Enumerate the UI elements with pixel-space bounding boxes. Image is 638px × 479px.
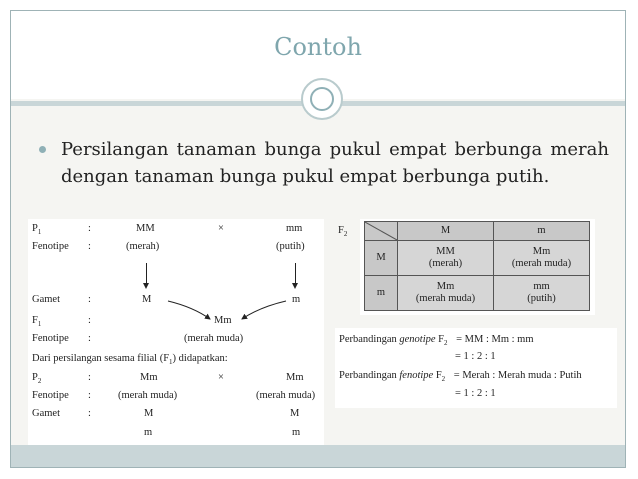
fen-f1-value: (merah muda) <box>184 333 244 344</box>
gamet1-left: M <box>142 294 152 305</box>
p2-left: Mm <box>140 372 158 383</box>
geno-row <box>339 334 534 347</box>
gamet2-right-2: m <box>292 427 301 438</box>
punnett-cell <box>494 241 590 276</box>
f1-label-text: F <box>32 315 38 326</box>
p2-right: Mm <box>286 372 304 383</box>
f2-label <box>338 225 347 238</box>
row-header: m <box>365 276 398 311</box>
feno-f-sub: 2 <box>441 375 446 384</box>
f1-label <box>32 315 41 328</box>
fen2-right: (merah muda) <box>256 390 316 401</box>
gamet1-label: Gamet <box>32 294 60 305</box>
p2-sep: : <box>88 372 91 383</box>
bullet-dot-icon <box>39 146 46 153</box>
cell-genotype: Mm <box>436 281 455 292</box>
sentence <box>32 353 228 366</box>
fen1-right: (putih) <box>276 241 305 252</box>
feno-value: = Merah : Merah muda : Putih <box>453 370 582 381</box>
gamet2-right-1: M <box>290 408 300 419</box>
geno-italic: genotipe <box>399 334 436 345</box>
fen-f1-label: Fenotipe <box>32 333 69 344</box>
p2-label-sub: 2 <box>37 377 42 386</box>
feno-f-text: F <box>435 370 442 381</box>
p1-right: mm <box>286 223 303 234</box>
cell-phenotype: (merah muda) <box>511 258 572 269</box>
feno-ratio: = 1 : 2 : 1 <box>455 388 496 399</box>
f1-label-sub: 1 <box>37 320 42 329</box>
sentence-b: ) didapatkan: <box>172 353 228 364</box>
fen2-label: Fenotipe <box>32 390 69 401</box>
p1-label-text: P <box>32 223 38 234</box>
feno-f <box>435 370 446 384</box>
geno-f <box>438 334 448 348</box>
cell-phenotype: (putih) <box>527 293 556 304</box>
geno-f-sub: 2 <box>444 339 448 348</box>
fen-f1-row <box>28 333 324 347</box>
corner-cell <box>365 222 398 241</box>
slide <box>10 10 626 468</box>
f2-label-sub: 2 <box>343 230 348 239</box>
fen1-sep: : <box>88 241 91 252</box>
fen2-row <box>28 390 324 404</box>
punnett-cell <box>398 276 494 311</box>
divider-circle-inner <box>310 87 334 111</box>
p1-left: MM <box>136 223 155 234</box>
ratio-panel <box>335 328 617 408</box>
feno-row <box>339 370 582 383</box>
cell-phenotype: (merah muda) <box>415 293 476 304</box>
gamet1-right: m <box>292 294 301 305</box>
gamet2-sep: : <box>88 408 91 419</box>
gamet2-left-2: m <box>144 427 153 438</box>
feno-label: Perbandingan <box>339 370 397 381</box>
f1-row <box>28 315 324 329</box>
col-header: m <box>494 222 590 241</box>
col-header: M <box>398 222 494 241</box>
sentence-a: Dari persilangan sesama filial (F <box>32 353 170 364</box>
cross-diagram-panel <box>28 219 324 447</box>
sentence-row <box>28 353 324 367</box>
gamet2-left-1: M <box>144 408 154 419</box>
p2-label <box>32 372 41 385</box>
punnett-cell <box>398 241 494 276</box>
geno-f-text: F <box>438 334 444 345</box>
feno-italic: fenotipe <box>399 370 434 381</box>
times-symbol-2: × <box>218 372 224 383</box>
p1-label-sub: 1 <box>37 228 42 237</box>
footer-bar <box>11 445 625 467</box>
geno-label: Perbandingan <box>339 334 397 345</box>
punnett-cell <box>494 276 590 311</box>
punnett-panel <box>338 219 595 315</box>
cell-genotype: Mm <box>532 246 551 257</box>
geno-ratio: = 1 : 2 : 1 <box>455 351 496 362</box>
slide-title: Contoh <box>274 33 362 61</box>
cell-genotype: MM <box>436 246 455 257</box>
fen1-label: Fenotipe <box>32 241 69 252</box>
gamet1-sep: : <box>88 294 91 305</box>
f1-value: Mm <box>214 315 232 326</box>
p1-sep: : <box>88 223 91 234</box>
f1-sep: : <box>88 315 91 326</box>
times-symbol: × <box>218 223 224 234</box>
geno-value: = MM : Mm : mm <box>456 334 534 345</box>
gamet2-label: Gamet <box>32 408 60 419</box>
row-header: M <box>365 241 398 276</box>
bullet-text: Persilangan tanaman bunga pukul empat berbunga merah dengan tanaman bunga pukul empat berbunga putih. <box>61 139 609 187</box>
gamet2-row <box>28 408 324 422</box>
f2-label-text: F <box>338 225 344 236</box>
cell-genotype: mm <box>533 281 550 292</box>
diagonal-line-icon <box>365 222 397 240</box>
punnett-square <box>364 221 590 311</box>
sentence-sub: 1 <box>169 358 173 367</box>
fen-f1-sep: : <box>88 333 91 344</box>
divider-circle-ornament <box>301 78 343 120</box>
gamet2b-row <box>28 427 324 441</box>
fen1-left: (merah) <box>126 241 160 252</box>
cell-phenotype: (merah) <box>428 258 463 269</box>
p2-label-text: P <box>32 372 38 383</box>
fen2-sep: : <box>88 390 91 401</box>
fen2-left: (merah muda) <box>118 390 178 401</box>
p2-row <box>28 372 324 386</box>
